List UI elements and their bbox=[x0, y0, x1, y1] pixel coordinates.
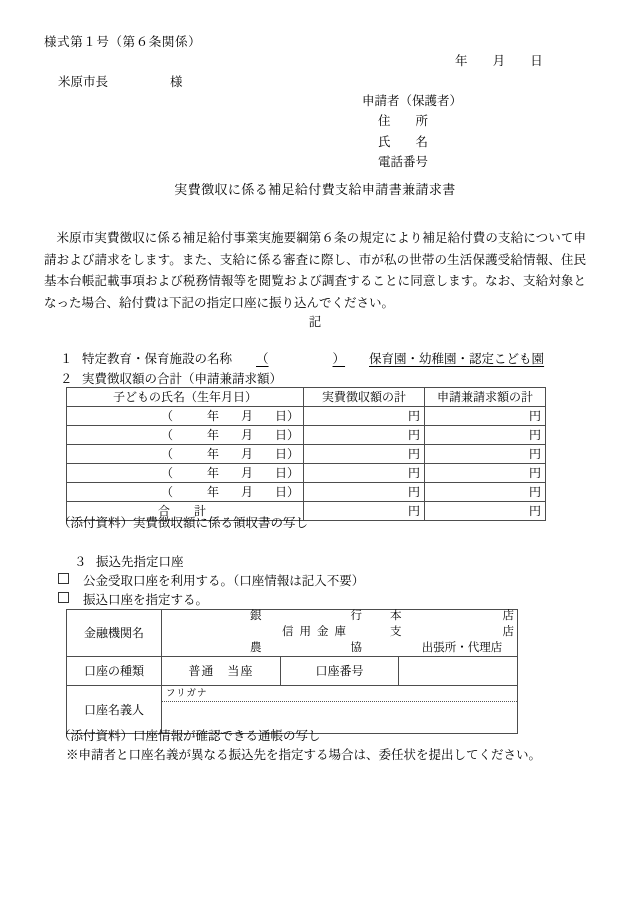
collected-amount-cell[interactable]: 円 bbox=[304, 464, 425, 483]
table-row bbox=[67, 407, 546, 426]
dob-year: 年 bbox=[206, 485, 219, 499]
attachment-note-2: （添付資料）口座情報が確認できる通帳の写し bbox=[58, 729, 321, 743]
claim-amount-cell[interactable]: 円 bbox=[425, 483, 546, 502]
table-row bbox=[67, 464, 546, 483]
table-row bbox=[67, 426, 546, 445]
applicant-phone-label: 電話番号 bbox=[378, 154, 429, 169]
collected-amount-cell[interactable]: 円 bbox=[304, 426, 425, 445]
bank-institution-row bbox=[67, 610, 518, 657]
addressee-name: 米原市長 bbox=[58, 75, 109, 89]
institution-type-nokyo[interactable]: 農 協 bbox=[250, 641, 384, 654]
item-1-facility-types[interactable]: 保育園・幼稚園・認定こども園 bbox=[369, 352, 545, 366]
claim-amount-cell[interactable]: 円 bbox=[425, 426, 546, 445]
checkbox-row-specify-account[interactable] bbox=[58, 591, 208, 610]
column-header-claim-total: 申請兼請求額の計 bbox=[425, 388, 546, 407]
institution-label: 金融機関名 bbox=[67, 610, 162, 657]
item-2-label: 実費徴収額の合計（申請兼請求額） bbox=[82, 372, 283, 386]
child-name-dob-cell[interactable] bbox=[67, 407, 304, 426]
dob-paren-open: （ bbox=[160, 466, 173, 480]
item-1-number: １ bbox=[60, 352, 73, 366]
column-header-collected-total: 実費徴収額の計 bbox=[304, 388, 425, 407]
dob-day: 日） bbox=[274, 485, 299, 499]
item-1-label: 特定教育・保育施設の名称 bbox=[82, 352, 233, 366]
table-row bbox=[67, 445, 546, 464]
table-row bbox=[67, 483, 546, 502]
claim-amount-cell[interactable]: 円 bbox=[425, 464, 546, 483]
dob-day: 日） bbox=[274, 466, 299, 480]
bank-account-table bbox=[66, 609, 540, 734]
total-label: 合 計 bbox=[67, 502, 304, 521]
applicant-address-label: 住 所 bbox=[378, 114, 429, 129]
checkbox-icon[interactable] bbox=[58, 592, 69, 603]
dob-paren-open: （ bbox=[160, 485, 173, 499]
child-name-dob-cell[interactable] bbox=[67, 483, 304, 502]
child-name-dob-cell[interactable] bbox=[67, 445, 304, 464]
total-collected-cell[interactable]: 円 bbox=[304, 502, 425, 521]
date-day-label: 日 bbox=[530, 54, 543, 68]
addressee-honorific: 様 bbox=[170, 75, 183, 89]
institution-type-bank[interactable]: 銀 行 bbox=[250, 610, 384, 623]
furigana-label: フリガナ bbox=[162, 686, 517, 702]
account-holder-label: 口座名義人 bbox=[67, 686, 162, 734]
document-title: 実費徴収に係る補足給付費支給申請書兼請求書 bbox=[174, 182, 456, 197]
dob-month: 月 bbox=[240, 466, 253, 480]
table-header-row bbox=[67, 388, 546, 407]
branch-type-branch[interactable]: 支 店 bbox=[390, 626, 540, 639]
item-2-number: ２ bbox=[60, 372, 73, 386]
dob-paren-open: （ bbox=[160, 447, 173, 461]
form-number: 様式第１号（第６条関係） bbox=[44, 35, 202, 49]
dob-month: 月 bbox=[240, 447, 253, 461]
item-2 bbox=[60, 370, 282, 389]
applicant-block bbox=[362, 91, 462, 172]
paren-open: （ bbox=[256, 352, 269, 366]
checkbox-icon[interactable] bbox=[58, 573, 69, 584]
item-3 bbox=[74, 553, 184, 572]
applicant-heading: 申請者（保護者） bbox=[362, 94, 463, 108]
dob-year: 年 bbox=[206, 447, 219, 461]
account-number-field[interactable] bbox=[399, 657, 518, 686]
amounts-table bbox=[66, 387, 546, 521]
institution-input-cell[interactable] bbox=[162, 610, 540, 657]
attachment-note-1: （添付資料）実費徴収額に係る領収書の写し bbox=[58, 516, 309, 530]
total-claim-cell[interactable]: 円 bbox=[425, 502, 546, 521]
checkbox-label-public-account: 公金受取口座を利用する。（口座情報は記入不要） bbox=[83, 574, 365, 588]
institution-type-shinkin[interactable]: 信用金庫 bbox=[282, 626, 352, 639]
branch-type-main[interactable]: 本 店 bbox=[390, 610, 540, 623]
child-name-dob-cell[interactable] bbox=[67, 464, 304, 483]
institution-types[interactable] bbox=[246, 609, 384, 657]
dob-day: 日） bbox=[274, 428, 299, 442]
item-3-label: 振込先指定口座 bbox=[96, 555, 184, 569]
account-type-values[interactable]: 普通 当座 bbox=[162, 657, 281, 686]
column-header-child-name: 子どもの氏名（生年月日） bbox=[67, 388, 304, 407]
account-type-label: 口座の種類 bbox=[67, 657, 162, 686]
date-year-label: 年 bbox=[455, 54, 468, 68]
dob-year: 年 bbox=[206, 466, 219, 480]
date-line bbox=[455, 52, 543, 71]
dob-month: 月 bbox=[240, 409, 253, 423]
dob-year: 年 bbox=[206, 409, 219, 423]
dob-day: 日） bbox=[274, 409, 299, 423]
dob-paren-open: （ bbox=[160, 409, 173, 423]
ki-mark: 記 bbox=[308, 315, 322, 329]
dob-year: 年 bbox=[206, 428, 219, 442]
dob-paren-open: （ bbox=[160, 428, 173, 442]
collected-amount-cell[interactable]: 円 bbox=[304, 445, 425, 464]
child-name-dob-cell[interactable] bbox=[67, 426, 304, 445]
branch-type-agency[interactable]: 出張所・代理店 bbox=[421, 641, 503, 654]
body-paragraph: 米原市実費徴収に係る補足給付事業実施要綱第６条の規定により補足給付費の支給について申請および請求をします。また、支給に係る審査に際し、市が私の世帯の生活保護受給情報、住民基本台帳記載事項および税務情報等を閲覧および調査することに同意します。なお、支給対象となった場合、給付費は下記の指定口座に振り込んでください。 bbox=[44, 231, 586, 310]
item-1-facility-name-field[interactable] bbox=[256, 352, 544, 366]
checkbox-label-specify-account: 振込口座を指定する。 bbox=[83, 593, 209, 607]
claim-amount-cell[interactable]: 円 bbox=[425, 407, 546, 426]
collected-amount-cell[interactable]: 円 bbox=[304, 407, 425, 426]
account-number-label: 口座番号 bbox=[280, 657, 399, 686]
account-type-row bbox=[67, 657, 518, 686]
addressee-line bbox=[58, 73, 183, 92]
final-note: ※申請者と口座名義が異なる振込先を指定する場合は、委任状を提出してください。 bbox=[66, 748, 542, 762]
checkbox-row-public-account[interactable] bbox=[58, 572, 364, 591]
paren-close: ） bbox=[332, 352, 346, 366]
dob-month: 月 bbox=[240, 428, 253, 442]
applicant-name-label: 氏 名 bbox=[378, 134, 429, 149]
collected-amount-cell[interactable]: 円 bbox=[304, 483, 425, 502]
dob-day: 日） bbox=[274, 447, 299, 461]
branch-types[interactable] bbox=[384, 609, 540, 657]
claim-amount-cell[interactable]: 円 bbox=[425, 445, 546, 464]
date-month-label: 月 bbox=[492, 54, 506, 68]
item-3-number: ３ bbox=[74, 555, 87, 569]
dob-month: 月 bbox=[240, 485, 253, 499]
item-1 bbox=[60, 350, 544, 369]
